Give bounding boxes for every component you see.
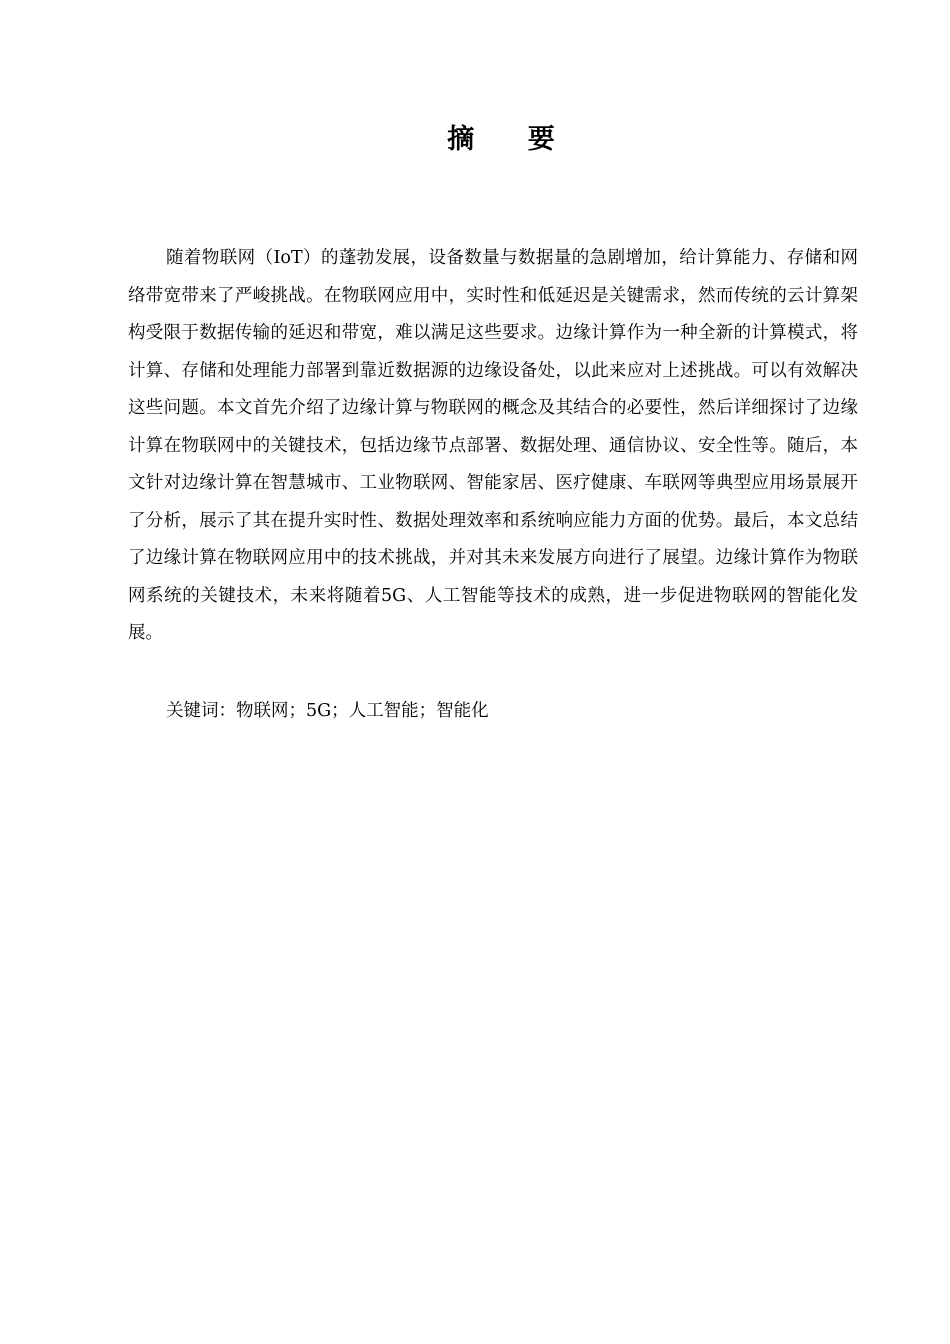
page-title: 摘 要: [447, 124, 577, 155]
keywords-label: 关键词：: [166, 701, 236, 721]
keywords-line: [166, 692, 866, 730]
keywords-text: 物联网；5G；人工智能；智能化: [236, 701, 489, 721]
abstract-paragraph: 随着物联网（IoT）的蓬勃发展，设备数量与数据量的急剧增加，给计算能力、存储和网络带宽带来了严峻挑战。在物联网应用中，实时性和低延迟是关键需求，然而传统的云计算架构受限于数据传输的延迟和带宽，难以满足这些要求。边缘计算作为一种全新的计算模式，将计算、存储和处理能力部署到靠近数据源的边缘设备处，以此来应对上述挑战。可以有效解决这些问题。本文首先介绍了边缘计算与物联网的概念及其结合的必要性，然后详细探讨了边缘计算在物联网中的关键技术，包括边缘节点部署、数据处理、通信协议、安全性等。随后，本文针对边缘计算在智慧城市、工业物联网、智能家居、医疗健康、车联网等典型应用场景展开了分析，展示了其在提升实时性、数据处理效率和系统响应能力方面的优势。最后，本文总结了边缘计算在物联网应用中的技术挑战，并对其未来发展方向进行了展望。边缘计算作为物联网系统的关键技术，未来将随着5G、人工智能等技术的成熟，进一步促进物联网的智能化发展。: [128, 248, 858, 643]
